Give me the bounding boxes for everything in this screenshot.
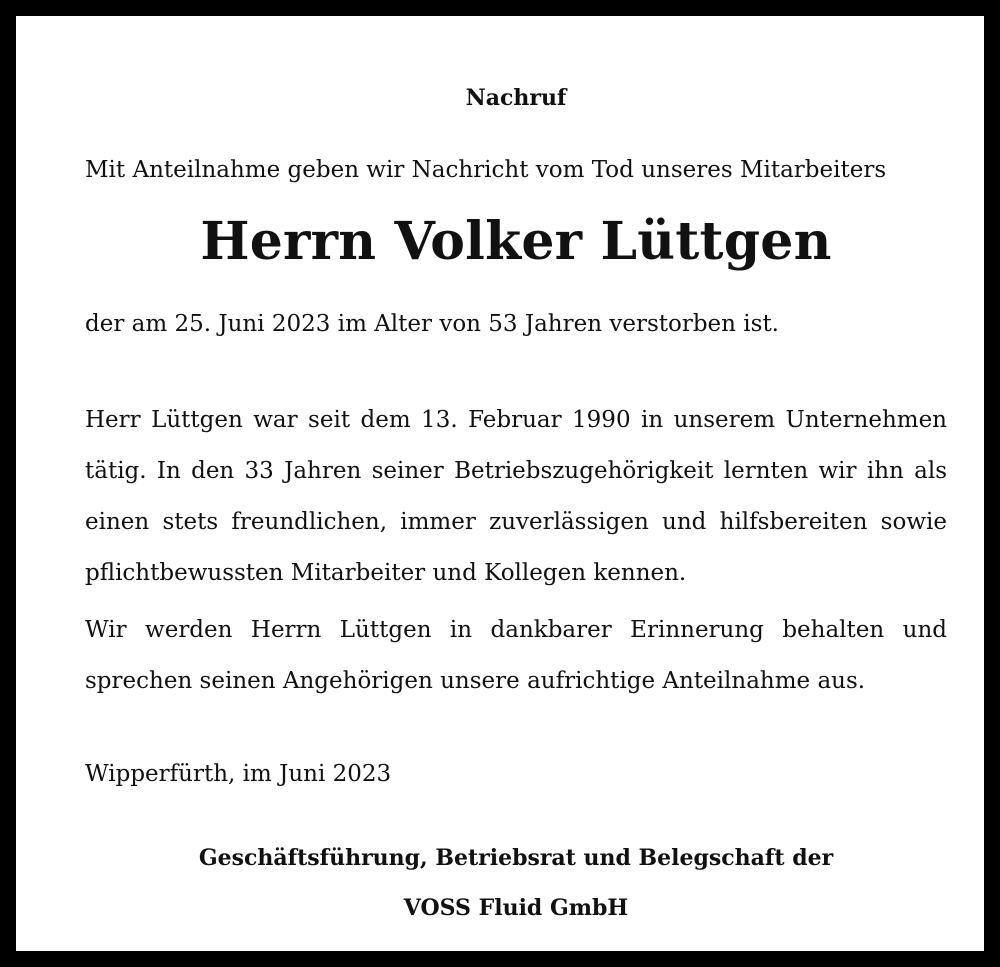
notice-heading: Nachruf [465,85,567,111]
signature-line-1: Geschäftsführung, Betriebsrat und Belegschaft der [198,845,834,871]
paragraph-career: Herr Lüttgen war seit dem 13. Februar 1990 in unserem Unternehmen tätig. In den 33 Jahren seiner Betriebszugehörigkeit lernten wir ihn als einen stets freundlichen, immer zuverlässigen und hilfsbereiten sowie pflichtbewussten Mitarbeiter und Kollegen kennen. [85,407,947,586]
signature-company: VOSS Fluid GmbH [403,895,629,921]
intro-text: Mit Anteilnahme geben wir Nachricht vom Tod unseres Mitarbeiters [85,157,887,183]
paragraph-remembrance: Wir werden Herrn Lüttgen in dankbarer Erinnerung behalten und sprechen seinen Angehörigen unsere aufrichtige Anteilnahme aus. [85,617,947,694]
deceased-name: Herrn Volker Lüttgen [200,211,832,272]
death-line: der am 25. Juni 2023 im Alter von 53 Jahren verstorben ist. [85,311,779,337]
place-date: Wipperfürth, im Juni 2023 [85,761,392,787]
